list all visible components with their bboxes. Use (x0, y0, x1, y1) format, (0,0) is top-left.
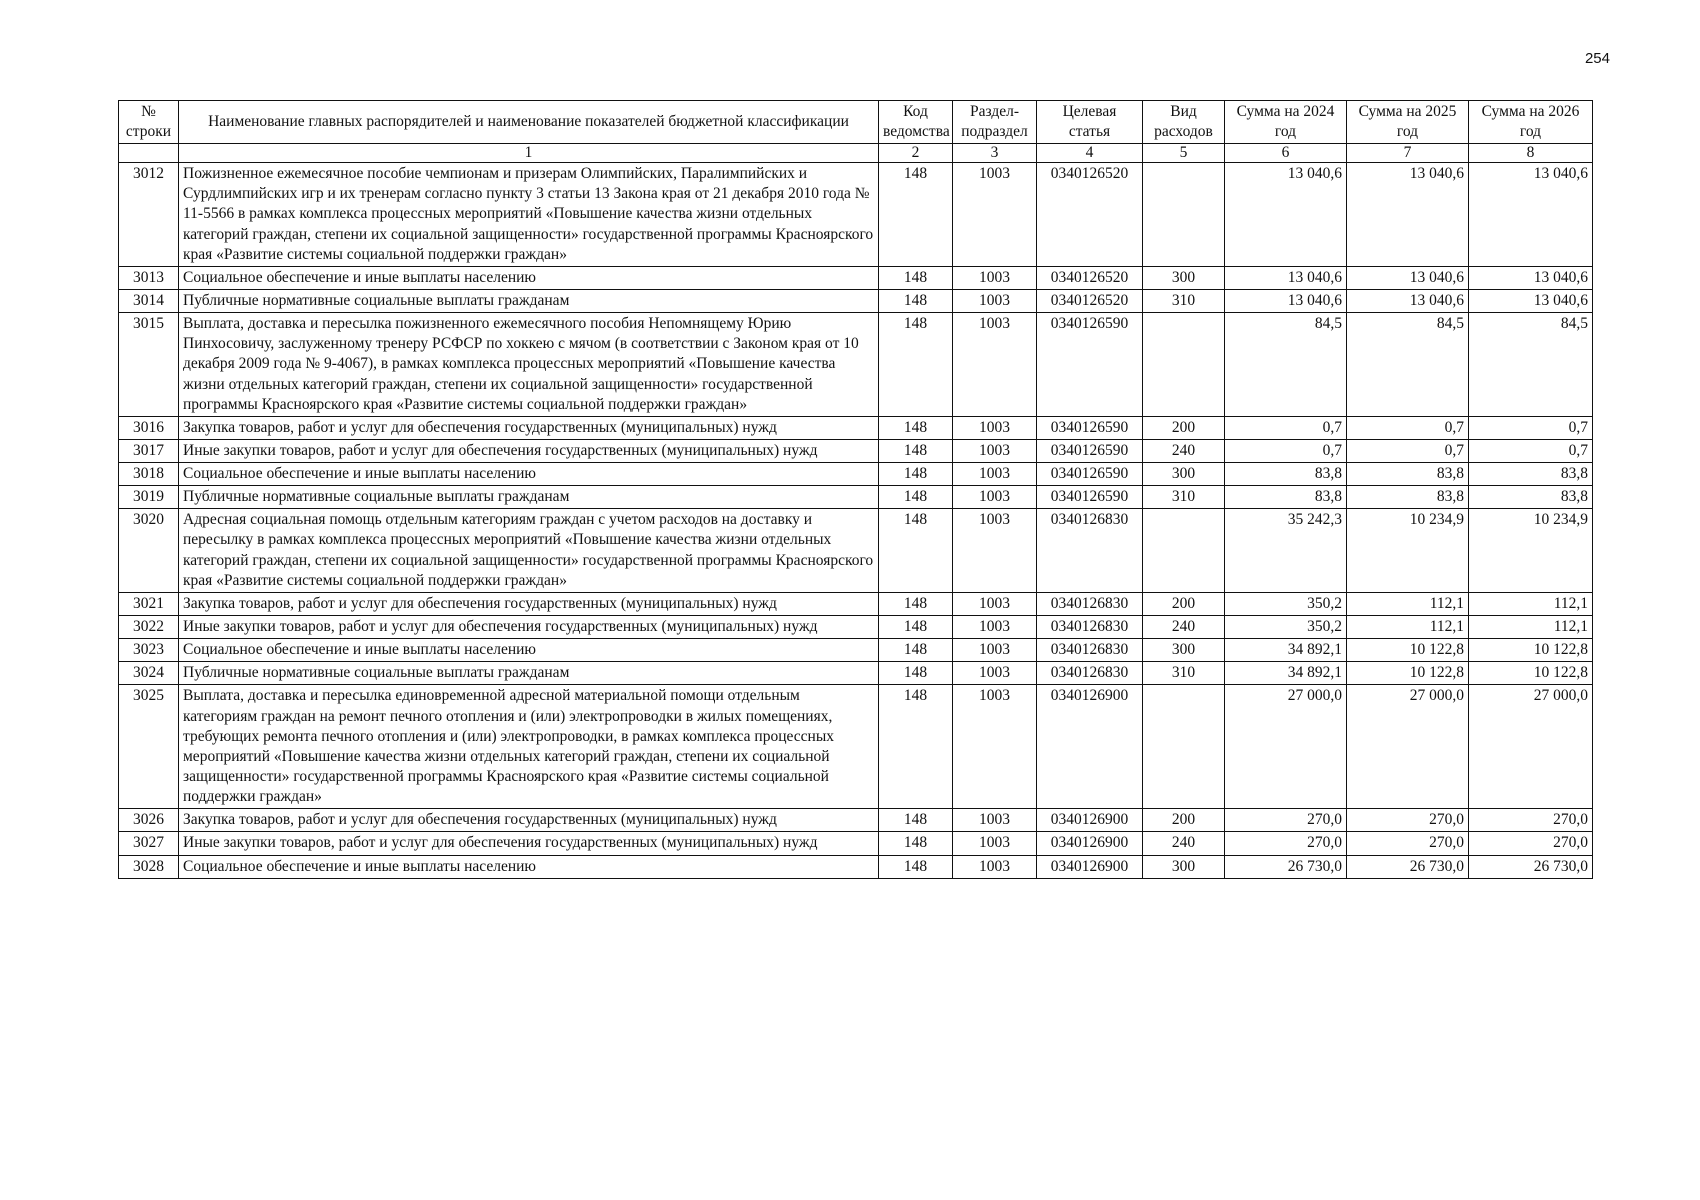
row-section: 1003 (953, 809, 1037, 832)
row-sum-2025: 13 040,6 (1347, 266, 1469, 289)
column-index-row (119, 144, 1593, 163)
row-sum-2024: 27 000,0 (1225, 685, 1347, 809)
row-sum-2024: 83,8 (1225, 486, 1347, 509)
row-sum-2024: 350,2 (1225, 616, 1347, 639)
row-target-article: 0340126520 (1037, 289, 1143, 312)
table-row (119, 313, 1593, 417)
row-dept-code: 148 (879, 855, 953, 878)
row-section: 1003 (953, 416, 1037, 439)
row-sum-2024: 13 040,6 (1225, 163, 1347, 267)
row-number: 3013 (119, 266, 179, 289)
table-row (119, 486, 1593, 509)
row-sum-2024: 13 040,6 (1225, 289, 1347, 312)
row-name: Пожизненное ежемесячное пособие чемпионам и призерам Олимпийских, Паралимпийских и Сурдлимпийских игр и их тренерам согласно пункту 3 статьи 13 Закона края от 21 декабря 2010 года № 11-5566 в рамках комплекса процессных мероприятий «Повышение качества жизни отдельных категорий граждан, степени их социальной защищенности» государственной программы Красноярского края «Развитие системы социальной поддержки граждан» (179, 163, 879, 267)
row-sum-2024: 26 730,0 (1225, 855, 1347, 878)
row-sum-2026: 84,5 (1469, 313, 1593, 417)
row-section: 1003 (953, 855, 1037, 878)
row-dept-code: 148 (879, 832, 953, 855)
row-sum-2026: 10 122,8 (1469, 662, 1593, 685)
column-index: 2 (879, 144, 953, 163)
row-dept-code: 148 (879, 809, 953, 832)
row-sum-2026: 83,8 (1469, 486, 1593, 509)
row-sum-2024: 83,8 (1225, 463, 1347, 486)
row-expense-type (1143, 685, 1225, 809)
row-number: 3012 (119, 163, 179, 267)
row-dept-code: 148 (879, 439, 953, 462)
row-section: 1003 (953, 163, 1037, 267)
row-sum-2026: 0,7 (1469, 439, 1593, 462)
row-sum-2024: 270,0 (1225, 809, 1347, 832)
row-sum-2024: 35 242,3 (1225, 509, 1347, 593)
row-sum-2025: 10 122,8 (1347, 639, 1469, 662)
row-sum-2025: 0,7 (1347, 439, 1469, 462)
row-dept-code: 148 (879, 639, 953, 662)
column-index-empty (119, 144, 179, 163)
row-name: Адресная социальная помощь отдельным категориям граждан с учетом расходов на доставку и пересылку в рамках комплекса процессных мероприятий «Повышение качества жизни отдельных категорий граждан, степени их социальной защищенности» государственной программы Красноярского края «Развитие системы социальной поддержки граждан» (179, 509, 879, 593)
row-name: Иные закупки товаров, работ и услуг для обеспечения государственных (муниципальных) нужд (179, 439, 879, 462)
row-expense-type: 310 (1143, 486, 1225, 509)
row-sum-2024: 0,7 (1225, 439, 1347, 462)
row-number: 3021 (119, 592, 179, 615)
row-target-article: 0340126830 (1037, 509, 1143, 593)
row-sum-2026: 270,0 (1469, 809, 1593, 832)
row-sum-2024: 34 892,1 (1225, 639, 1347, 662)
row-number: 3023 (119, 639, 179, 662)
row-dept-code: 148 (879, 486, 953, 509)
row-section: 1003 (953, 509, 1037, 593)
row-dept-code: 148 (879, 685, 953, 809)
row-expense-type (1143, 313, 1225, 417)
column-index: 5 (1143, 144, 1225, 163)
row-dept-code: 148 (879, 416, 953, 439)
row-name: Социальное обеспечение и иные выплаты населению (179, 639, 879, 662)
row-section: 1003 (953, 616, 1037, 639)
row-section: 1003 (953, 313, 1037, 417)
row-sum-2025: 84,5 (1347, 313, 1469, 417)
row-sum-2026: 13 040,6 (1469, 289, 1593, 312)
row-expense-type: 200 (1143, 809, 1225, 832)
row-expense-type: 200 (1143, 416, 1225, 439)
page-number: 254 (1584, 50, 1610, 67)
row-expense-type: 300 (1143, 639, 1225, 662)
row-dept-code: 148 (879, 163, 953, 267)
column-index: 4 (1037, 144, 1143, 163)
header-name: Наименование главных распорядителей и наименование показателей бюджетной классификации (179, 101, 879, 144)
row-name: Иные закупки товаров, работ и услуг для обеспечения государственных (муниципальных) нужд (179, 616, 879, 639)
row-target-article: 0340126520 (1037, 163, 1143, 267)
row-sum-2025: 27 000,0 (1347, 685, 1469, 809)
row-dept-code: 148 (879, 509, 953, 593)
row-target-article: 0340126590 (1037, 313, 1143, 417)
row-section: 1003 (953, 685, 1037, 809)
row-name: Социальное обеспечение и иные выплаты населению (179, 855, 879, 878)
row-expense-type: 240 (1143, 832, 1225, 855)
row-sum-2025: 0,7 (1347, 416, 1469, 439)
column-index: 6 (1225, 144, 1347, 163)
row-sum-2026: 26 730,0 (1469, 855, 1593, 878)
row-expense-type: 310 (1143, 289, 1225, 312)
row-expense-type: 300 (1143, 266, 1225, 289)
row-sum-2026: 10 234,9 (1469, 509, 1593, 593)
row-sum-2024: 34 892,1 (1225, 662, 1347, 685)
row-expense-type: 300 (1143, 463, 1225, 486)
row-name: Социальное обеспечение и иные выплаты населению (179, 266, 879, 289)
row-section: 1003 (953, 592, 1037, 615)
row-section: 1003 (953, 289, 1037, 312)
budget-table (118, 100, 1593, 879)
row-dept-code: 148 (879, 463, 953, 486)
row-name: Закупка товаров, работ и услуг для обеспечения государственных (муниципальных) нужд (179, 416, 879, 439)
table-row (119, 809, 1593, 832)
row-target-article: 0340126900 (1037, 685, 1143, 809)
row-sum-2026: 112,1 (1469, 616, 1593, 639)
header-section: Раздел-подраздел (953, 101, 1037, 144)
table-row (119, 163, 1593, 267)
row-number: 3018 (119, 463, 179, 486)
row-name: Публичные нормативные социальные выплаты гражданам (179, 486, 879, 509)
row-sum-2024: 84,5 (1225, 313, 1347, 417)
row-sum-2024: 13 040,6 (1225, 266, 1347, 289)
table-row (119, 289, 1593, 312)
row-number: 3016 (119, 416, 179, 439)
row-number: 3025 (119, 685, 179, 809)
row-sum-2024: 350,2 (1225, 592, 1347, 615)
row-sum-2025: 10 234,9 (1347, 509, 1469, 593)
row-section: 1003 (953, 463, 1037, 486)
row-sum-2024: 270,0 (1225, 832, 1347, 855)
row-target-article: 0340126900 (1037, 832, 1143, 855)
row-sum-2026: 13 040,6 (1469, 266, 1593, 289)
row-dept-code: 148 (879, 313, 953, 417)
table-row (119, 509, 1593, 593)
header-expense-type: Вид расходов (1143, 101, 1225, 144)
row-target-article: 0340126900 (1037, 809, 1143, 832)
row-expense-type: 240 (1143, 616, 1225, 639)
header-sum-2024: Сумма на 2024 год (1225, 101, 1347, 144)
row-name: Выплата, доставка и пересылка единовременной адресной материальной помощи отдельным категориям граждан на ремонт печного отопления и (или) электропроводки в жилых помещениях, требующих ремонта печного отопления и (или) электропроводки, в рамках комплекса процессных мероприятий «Повышение качества жизни отдельных категорий граждан, степени их социальной защищенности» государственной программы Красноярского края «Развитие системы социальной поддержки граждан» (179, 685, 879, 809)
row-target-article: 0340126830 (1037, 639, 1143, 662)
table-row (119, 616, 1593, 639)
row-target-article: 0340126590 (1037, 486, 1143, 509)
table-row (119, 439, 1593, 462)
row-target-article: 0340126590 (1037, 439, 1143, 462)
header-dept-code: Код ведомства (879, 101, 953, 144)
row-name: Закупка товаров, работ и услуг для обеспечения государственных (муниципальных) нужд (179, 592, 879, 615)
row-expense-type: 310 (1143, 662, 1225, 685)
row-sum-2026: 10 122,8 (1469, 639, 1593, 662)
row-target-article: 0340126590 (1037, 416, 1143, 439)
row-dept-code: 148 (879, 266, 953, 289)
column-index: 3 (953, 144, 1037, 163)
row-sum-2026: 83,8 (1469, 463, 1593, 486)
column-index: 1 (179, 144, 879, 163)
row-name: Публичные нормативные социальные выплаты гражданам (179, 289, 879, 312)
table-row (119, 832, 1593, 855)
row-section: 1003 (953, 266, 1037, 289)
row-section: 1003 (953, 486, 1037, 509)
row-target-article: 0340126830 (1037, 616, 1143, 639)
row-name: Выплата, доставка и пересылка пожизненного ежемесячного пособия Непомнящему Юрию Пинхосовичу, заслуженному тренеру РСФСР по хоккею с мячом (в соответствии с Законом края от 10 декабря 2009 года № 9-4067), в рамках комплекса процессных мероприятий «Повышение качества жизни отдельных категорий граждан, степени их социальной защищенности» государственной программы Красноярского края «Развитие системы социальной поддержки граждан» (179, 313, 879, 417)
row-name: Иные закупки товаров, работ и услуг для обеспечения государственных (муниципальных) нужд (179, 832, 879, 855)
row-dept-code: 148 (879, 592, 953, 615)
row-sum-2026: 27 000,0 (1469, 685, 1593, 809)
row-sum-2025: 270,0 (1347, 809, 1469, 832)
row-number: 3026 (119, 809, 179, 832)
row-name: Закупка товаров, работ и услуг для обеспечения государственных (муниципальных) нужд (179, 809, 879, 832)
row-number: 3017 (119, 439, 179, 462)
row-name: Социальное обеспечение и иные выплаты населению (179, 463, 879, 486)
row-dept-code: 148 (879, 662, 953, 685)
header-row (119, 101, 1593, 144)
row-sum-2026: 270,0 (1469, 832, 1593, 855)
row-sum-2025: 83,8 (1347, 486, 1469, 509)
row-target-article: 0340126590 (1037, 463, 1143, 486)
row-sum-2025: 270,0 (1347, 832, 1469, 855)
row-sum-2025: 83,8 (1347, 463, 1469, 486)
table-row (119, 266, 1593, 289)
row-section: 1003 (953, 439, 1037, 462)
column-index: 7 (1347, 144, 1469, 163)
row-name: Публичные нормативные социальные выплаты гражданам (179, 662, 879, 685)
row-expense-type (1143, 509, 1225, 593)
table-row (119, 592, 1593, 615)
row-section: 1003 (953, 662, 1037, 685)
row-sum-2025: 13 040,6 (1347, 163, 1469, 267)
row-number: 3022 (119, 616, 179, 639)
row-section: 1003 (953, 639, 1037, 662)
row-sum-2026: 0,7 (1469, 416, 1593, 439)
row-target-article: 0340126830 (1037, 592, 1143, 615)
row-expense-type: 240 (1143, 439, 1225, 462)
row-expense-type (1143, 163, 1225, 267)
row-target-article: 0340126520 (1037, 266, 1143, 289)
row-expense-type: 200 (1143, 592, 1225, 615)
header-sum-2025: Сумма на 2025 год (1347, 101, 1469, 144)
row-number: 3015 (119, 313, 179, 417)
header-row-no: № строки (119, 101, 179, 144)
row-number: 3020 (119, 509, 179, 593)
row-sum-2025: 10 122,8 (1347, 662, 1469, 685)
row-sum-2024: 0,7 (1225, 416, 1347, 439)
row-sum-2026: 112,1 (1469, 592, 1593, 615)
row-dept-code: 148 (879, 616, 953, 639)
row-sum-2025: 112,1 (1347, 616, 1469, 639)
row-expense-type: 300 (1143, 855, 1225, 878)
row-dept-code: 148 (879, 289, 953, 312)
row-number: 3024 (119, 662, 179, 685)
row-sum-2025: 13 040,6 (1347, 289, 1469, 312)
row-sum-2026: 13 040,6 (1469, 163, 1593, 267)
column-index: 8 (1469, 144, 1593, 163)
table-row (119, 855, 1593, 878)
row-target-article: 0340126830 (1037, 662, 1143, 685)
row-number: 3019 (119, 486, 179, 509)
header-target-article: Целевая статья (1037, 101, 1143, 144)
row-sum-2025: 112,1 (1347, 592, 1469, 615)
row-number: 3014 (119, 289, 179, 312)
table-row (119, 416, 1593, 439)
row-number: 3027 (119, 832, 179, 855)
row-number: 3028 (119, 855, 179, 878)
row-sum-2025: 26 730,0 (1347, 855, 1469, 878)
table-row (119, 662, 1593, 685)
table-row (119, 685, 1593, 809)
header-sum-2026: Сумма на 2026 год (1469, 101, 1593, 144)
table-row (119, 639, 1593, 662)
row-target-article: 0340126900 (1037, 855, 1143, 878)
table-row (119, 463, 1593, 486)
row-section: 1003 (953, 832, 1037, 855)
